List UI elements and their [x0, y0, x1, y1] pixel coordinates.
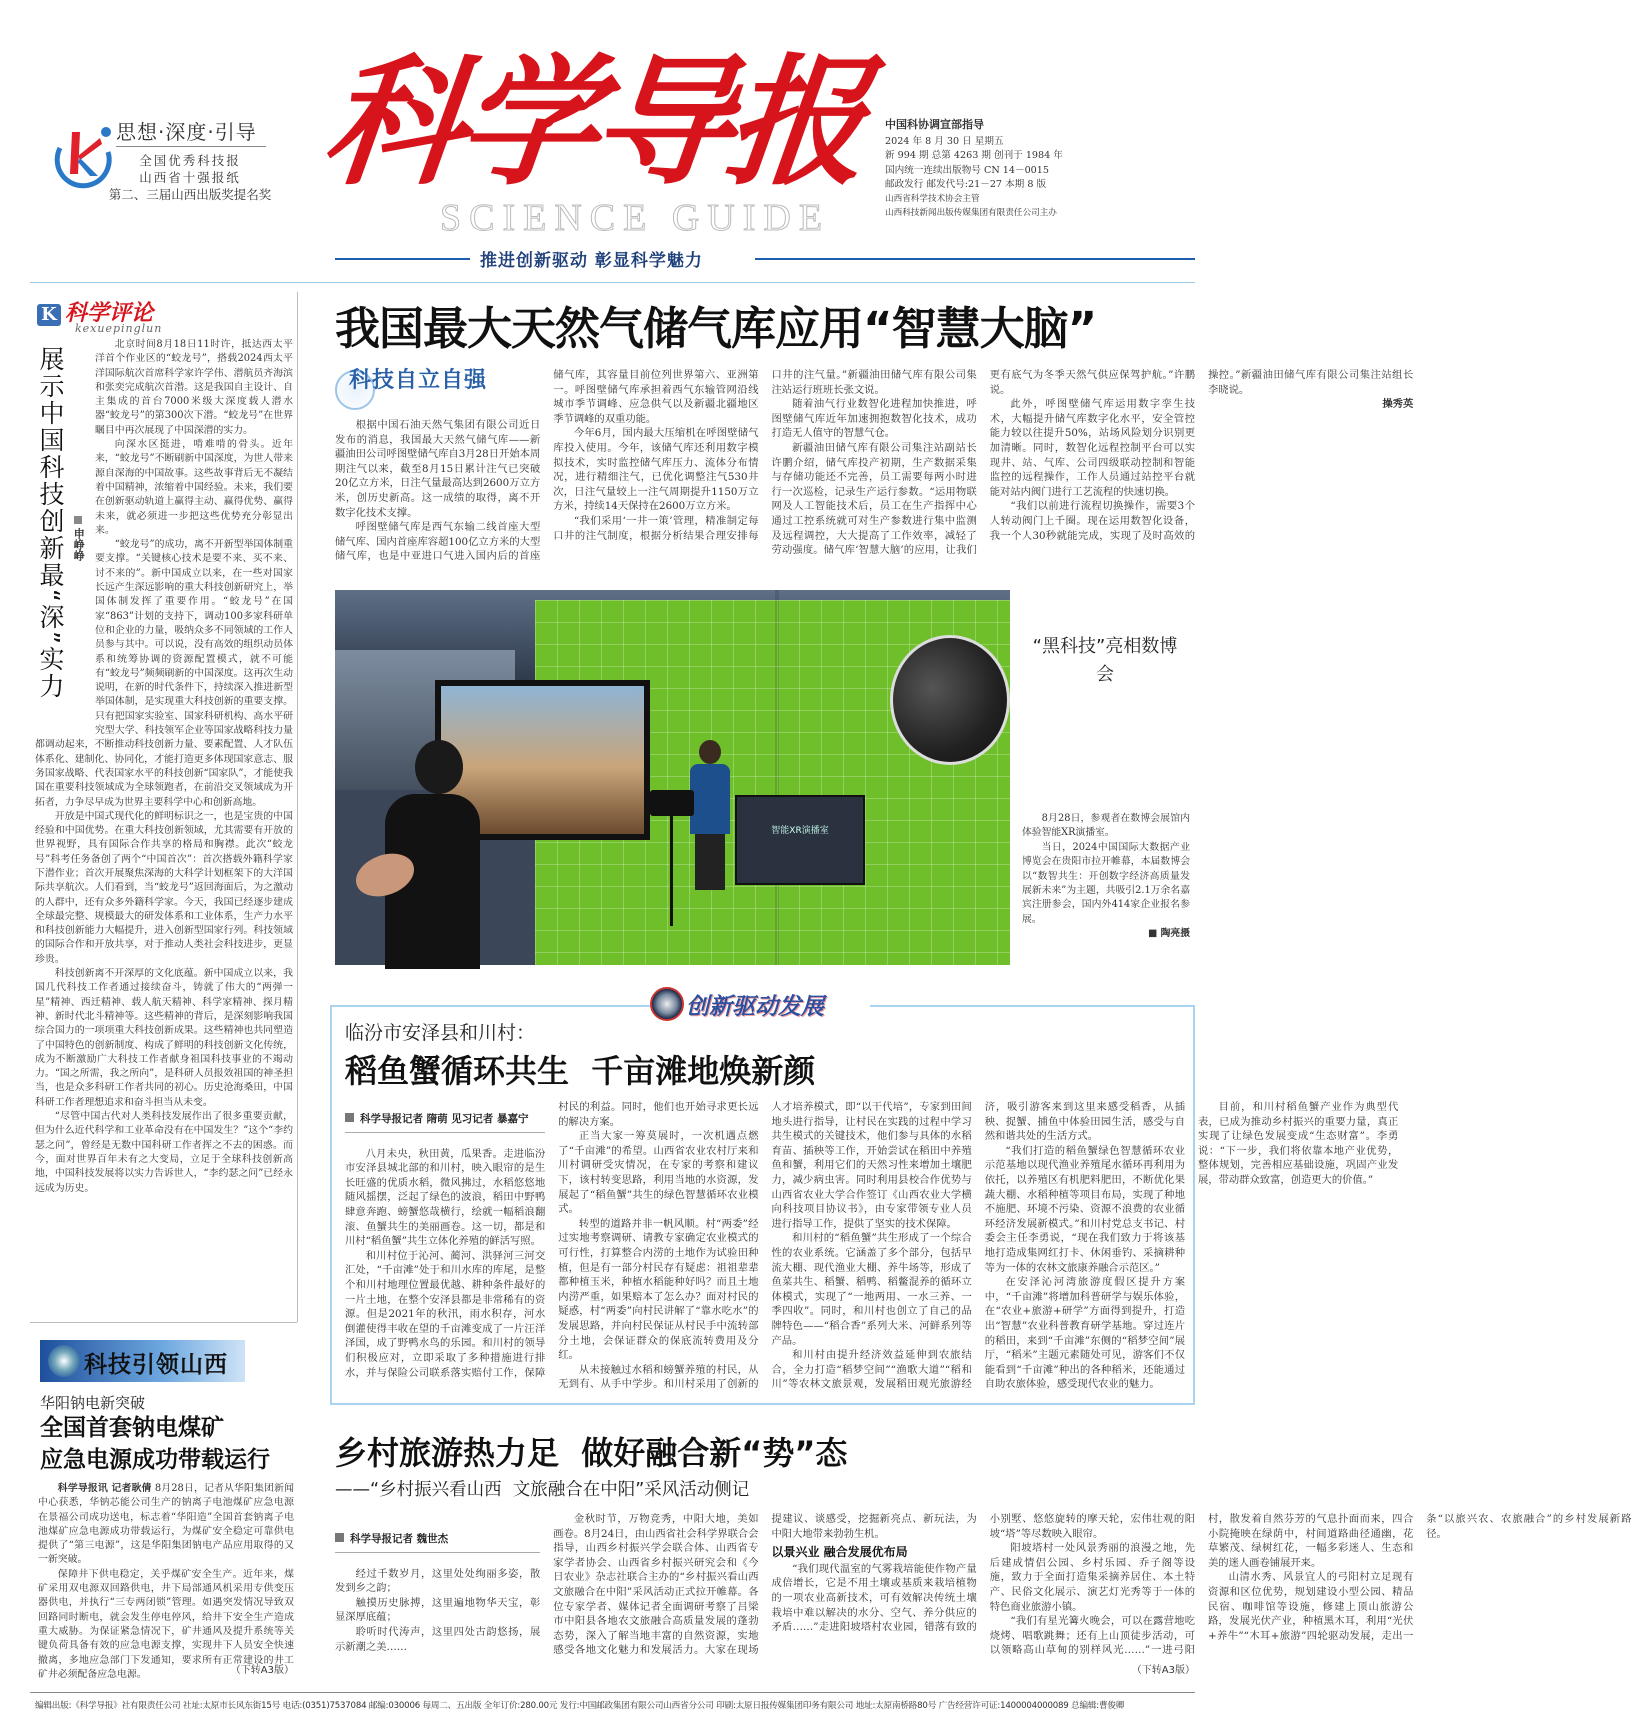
postal-code: 邮政发行 邮发代号:21－27 本期 8 版	[885, 178, 1047, 190]
lead-author: 操秀英	[1382, 398, 1414, 411]
feature-byline: 科学导报记者 隋萌 见习记者 暴嘉宁	[345, 1112, 545, 1133]
paragraph: 北京时间8月18日11时许，抵达西太平洋首个作业区的“蛟龙号”，搭载2024西太平洋国际航次首席科学家许学伟、潜航员齐海滨和张奕完成航次首潜。这是我国自主设计、自主集成的首台7000米级大深度载人潜水器“蛟龙号”的第300次下潜。“蛟龙号”在世界瞩目中再次展现了中国深潜的实力。	[95, 339, 293, 436]
tourism-byline: 科学导报记者 魏世杰	[335, 1532, 540, 1553]
studio-light	[890, 635, 1010, 765]
paragraph: 从未接触过水稻和螃蟹养殖的村民，从无到有、从手中学步。和川村采用了创新的人才培养模式，即“以干代培”，专家到田间地头进行指导，让村民在实践的过程中学习共生模式的关键技术，他们参与具体的水稻育苗、插秧等工作，开始尝试在稻田中养殖鱼和蟹，利用它们的天然习性来增加土壤肥力，减少病虫害。同时利用县校合作优势与山西省农业大学合作签订《山西农业大学横向科技项目协议书》，由专家带领专业人员进行指导工作，提供了坚实的技术保障。	[558, 1101, 972, 1391]
brief-body: 科学导报讯 记者耿倩 8月28日，记者从华阳集团新闻中心获悉，华钠芯能公司生产的钠离子电池煤矿应急电源在景福公司成功送电，标志着“华阳造”全国首套钠离子电池煤矿应急电源成功带载运行，为煤矿安全稳定可靠供电提供了“第三电源”，这是华阳集团钠电产品应用取得的又一新突破。 保障井下供电稳定，关乎煤矿安全生产。近年来，煤矿采用双电源双回路供电，井下局部通风机采用专供变压器供电，并执行“三专两闭锁”管理。如遇突发情况导致双回路同时断电，就会发生停电停风，给井下安全生产造成重大威胁。为保证紧急情况下，矿井通风及提升系统等关键负荷具备有效的应急电源支撑，实现井下人员安全快速撤离，多地应急部门下发通知，要求所有正常建设的井工矿井必须配备应急电源。	[38, 1483, 294, 1680]
photo-credit: ■ 陶亮摄	[1147, 928, 1190, 940]
photo-xr-studio	[335, 590, 1010, 965]
paragraph: 根据中国石油天然气集团有限公司近日发布的消息，我国最大天然气储气库——新疆油田公司呼图壁储气库自3月28日开始本周期注气以来，截至8月15日累计注气已突破20亿立方米，日注气量最高达到2600万立方米，创历史新高。这一成绩的取得，离不开数字化技术支撑。	[335, 419, 541, 519]
masthead-honors	[100, 152, 280, 203]
column-pinyin: kexuepinglun	[75, 322, 163, 335]
stand-screen: 智能XR演播室	[735, 795, 865, 885]
tourism-headline: 乡村旅游热力足 做好融合新“势”态	[335, 1434, 848, 1472]
paragraph: 新疆油田储气库有限公司集注站副站长许鹏介绍，储气库投产初期，生产数据采集与存储功能还不完善，员工需要每两小时进行一次巡检，记录生产运行参数。“运用物联网及人工智能技术后，员工在生产指挥中心通过工控系统就可对生产参数进行集中监测及远程调控，大大提高了工作效率，减轻了劳动强度。储气库‘智慧大脑’的应用，让我们更有底气为冬季天然气供应保驾护航。”许鹏说。	[771, 369, 1195, 557]
section-banner-tech-shanxi: 科技引领山西	[40, 1340, 245, 1382]
paragraph: 开放是中国式现代化的鲜明标识之一，也是宝贵的中国经验和中国优势。在重大科技创新领域，尤其需要有开放的世界视野，具有国际合作共享的格局和胸襟。此次“蛟龙号”科考任务备创了两个“中国首次”：首次搭载外籍科学家下潜作业；首次开展聚焦深海的大科学计划框架下的大洋国际共享航次。人们看到，当“蛟龙号”返回海面后，为之激动的人群中，还有众多外籍科学家。今天，我国已经逐步建成全球最完整、规模最大的研发体系和工业体系，生产力水平和科技创新能力大幅提升，进入创新型国家行列。科技领域的国际合作和开放共享，对于推动人类社会科技进步，更显珍贵。	[35, 810, 293, 965]
issue-number: 新 994 期 总第 4263 期 创刊于 1984 年	[885, 150, 1063, 162]
paragraph: 今年6月，国内最大压缩机在呼图壁储气库投入使用。今年，该储气库还利用数字模拟技术，实时监控储气库压力、流体分布情况，进行精细注气，已优化调整注气530井次，日注气量较上一注气周期提升1150万立方米，持续14天保持在2600万立方米。	[553, 427, 759, 513]
masthead-motto: 思想·深度·引导	[116, 120, 257, 144]
column-header	[35, 292, 293, 338]
sponsor: 山西科技新闻出版传媒集团有限责任公司主办	[885, 208, 1057, 219]
k-logo-icon: K	[37, 304, 61, 326]
masthead-info	[885, 118, 1195, 220]
lead-headline: 我国最大天然气储气库应用“智慧大脑”	[335, 302, 1097, 355]
paragraph: “我们有星光篝火晚会，可以在露营地吃烧烤、唱歌跳舞；还有上山顶徒步活动，可以领略高山草甸的别样风光……”一进弓阳村，散发着自然芬芳的气息扑面而来，四合小院掩映在绿荫中，村间道路曲径通幽，花草繁茂、绿树红花，一幅多彩迷人、生态和美的迷人画卷铺展开来。	[989, 1513, 1414, 1657]
paragraph: “蛟龙号”的成功，离不开新型举国体制重要支撑。“关键核心技术是要不来、买不来、讨不来的”。新中国成立以来，在一些对国家长远产生深远影响的重大科技创新研究上，举国体制发挥了重要作用。“蛟龙号”在国家“863”计划的支持下，调动100多家科研单位和企业的力量，吸纳众多不同领域的工作人员参与其中。可以说，没有高效的组织动员体系和统筹协调的资源配置模式，就不可能有“蛟龙号”频频刷新的中国深度。这再次生动说明，在新的时代条件下，持续深入推进新型举国体制，是实现重大科技创新的重要支撑。只有把国家实验室、国家科研机构、高水平研究型大学、科技领军企业等国家战略科技力量都调动起来，不断推动科技创新力量、要素配置、人才队伍体系化、建制化、协同化，才能打造更多体现国家意志、服务国家战略、代表国家水平的科技创新“国家队”，才能使我国在重要科技领域成为全球领跑者，在前沿交叉领域成为开拓者，力争尽早成为世界主要科学中心和创新高地。	[35, 539, 293, 808]
footer-imprint: 编辑出版:《科学导报》社有限责任公司 社址:太原市长风东街15号 电话:(0351)7537084 邮编:030006 每周二、五出版 全年订价:280.00元 发行:中国邮政集团有限公司山西省分公司 印刷:太原日报传媒集团印务有限公司 地址:太原南桥路80号 广告经营许可证:1400004000089 总编辑:曹俊卿	[35, 1701, 1125, 1711]
paragraph: 触摸历史脉搏，这里遍地物华天宝，彰显深厚底蕴；	[335, 1596, 541, 1624]
slogan: 推进创新驱动 彰显科学魅力	[480, 251, 703, 271]
caption-para: 8月28日，参观者在数博会展馆内体验智能XR演播室。	[1022, 813, 1190, 839]
paragraph: 和川村由提升经济效益延伸到农旅结合，全力打造“稻梦空间”“渔歌大道”“稻和川”等农林文旅景观，发展稻田观光旅游经济，吸引游客来到这里来感受稻香，从插秧、捉蟹、捕鱼中体验田园生活，感受与自然和谐共处的生活方式。	[771, 1101, 1185, 1391]
feature-kicker: 临汾市安泽县和川村：	[345, 1022, 536, 1044]
video-camera	[650, 790, 694, 816]
paragraph: 经过千数岁月，这里处处绚丽多姿，散发到乡之韵；	[335, 1567, 541, 1595]
commentary-author: 申峥峥	[71, 516, 85, 561]
paragraph: 科技创新离不开深厚的文化底蕴。新中国成立以来，我国几代科技工作者通过接续奋斗，铸就了伟大的“两弹一星”精神、西迁精神、载人航天精神、科学家精神、探月精神、新时代北斗精神等。这些精神的背后，是深刻影响我国综合国力的一项项重大科技创新成果。这些精神也共同塑造了中国特色的创新制度、构成了鲜明的科技创新文化传统，成为不断激励广大科技工作者献身祖国科技事业的不竭动力。“国之所需，我之所向”，是科研人员报效祖国的神圣担当，也是众多科研工作者共同的初心。历史沧海桑田，中国科研工作者理想追求和奋斗担当从未变。	[35, 968, 293, 1108]
paragraph: 在安泽沁河湾旅游度假区提升方案中，“千亩滩”将增加科普研学与娱乐体验，在“农业+旅游+研学”方面得到提升，打造出“智慧”农业科普教育研学基地。穿过连片的稻田，来到“千亩滩”东侧的“稻梦空间”展厅，“稻米”主题元素随处可见，游客们不仅能看到“千亩滩”种出的各种稻米，还能通过自助农旅体验，感受现代农业的魅力。	[984, 1276, 1185, 1391]
section-banner-innovation: 创新驱动发展	[650, 985, 870, 1023]
subheading: 以景兴业 融合发展优布局	[771, 1545, 908, 1560]
paragraph: 目前，和川村稻鱼蟹产业作为典型代表，已成为推动乡村振兴的重要力量，真正实现了让绿色发展变成“生态财富”。李勇说：“下一步，我们将依靠本地产业优势，整体规划，完善相应基础设施，巩固产业发展，带动群众致富，创造更大的价值。”	[1198, 1101, 1399, 1186]
globe-icon	[48, 1345, 80, 1377]
presenter	[690, 740, 730, 890]
honor: 全国优秀科技报	[139, 153, 241, 168]
brief-kicker: 华阳钠电新突破	[40, 1394, 146, 1412]
feature-headline: 稻鱼蟹循环共生 千亩滩地焕新颜	[345, 1052, 816, 1090]
cn-number: 国内统一连续出版物号 CN 14－0015	[885, 164, 1049, 176]
honor: 第二、三届山西出版奖提名奖	[108, 187, 272, 202]
commentary-title: 展示中国科技创新最“深”实力	[36, 346, 65, 700]
honor: 山西省十强报纸	[139, 170, 241, 185]
paragraph: 八月未央，秋田黄，瓜果香。走进临汾市安泽县城北部的和川村，映入眼帘的是生长旺盛的优质水稻，微风拂过，水稻悠悠地随风摇摆，泛起了绿色的波浪，稻田中野鸭肆意奔跑、螃蟹悠哉横行，绘就一幅稻浪翻滚、鱼蟹共生的美丽画卷。这一切，都是和川村“稻鱼蟹”共生立体化养殖的鲜活写照。	[345, 1147, 546, 1248]
paragraph: 阳坡塔村一处风景秀丽的浪漫之地，先后建成情侣公园、乡村乐园、乔子阁等设施，致力于全面打造集采摘养居住、本土特产、民俗文化展示、演艺灯光秀等于一体的特色商业旅游小镇。	[989, 1542, 1195, 1613]
supervisor: 山西省科学技术协会主管	[885, 194, 980, 205]
tourism-body	[335, 1512, 1632, 1658]
commentary	[35, 292, 293, 1322]
feature-body	[345, 1100, 1399, 1398]
section-badge-tech-self-reliance: 科技自立自强	[335, 368, 540, 418]
tourism-jump: （下转A3版）	[1131, 1665, 1195, 1676]
paragraph: 金秋时节，万物竞秀，中阳大地，美如画卷。8月24日，由山西省社会科学界联合会指导，山西乡村振兴学会联合体、山西省专家学者协会、山西省乡村振兴研究会和《今日农业》杂志社联合主办的“乡村振兴看山西 文旅融合在中阳”采风活动正式拉开帷幕。各位专家学者、媒体记者全面调研考察了吕梁市中阳县各地农文旅融合高质量发展的蓬勃态势，深入了解当地丰富的自然资源，实地感受各地文化魅力和发展活力。大家在现场提建议、谈感受，挖掘新亮点、新玩法，为中阳大地带来勃勃生机。	[553, 1513, 977, 1657]
paragraph: 呼图壁储气库是西气东输二线首座大型储气库、国内首座库容超100亿立方米的大型储气库，也是中亚进口气进入国内后的首座储气库，其容量目前位列世界第六、亚洲第一。呼图壁储气库承担着西气东输管网沿线城市季节调峰、应急供气以及新疆北疆地区季节调峰的双重功能。	[335, 369, 759, 563]
paragraph: 和川村位于沁河、蔺河、洪驿河三河交汇处，“千亩滩”处于和川水库的库尾，是整个和川村地理位置最优越、耕种条件最好的一片土地，在整个安泽县都是非常稀有的资源。但是2021年的秋汛，雨水积存，河水倒灌使得丰收在望的千亩滩变成了一片汪洋泽国，成了野鸭水鸟的乐园。和川村的领导们积极应对，立即采取了多种措施进行排水，并与保险公司联系落实赔付工作，保障村民的利益。同时，他们也开始寻求更长远的解决方案。	[345, 1101, 759, 1379]
commentary-title-block	[35, 346, 95, 726]
visitor-silhouette	[385, 740, 480, 965]
paragraph: 山清水秀、风景宜人的弓阳村立足现有资源和区位优势，规划建设小型公园、精品民宿、咖啡馆等设施，修建上顶山旅游公路，发展光伏产业，种植黑木耳，利用“光伏+养牛”“木耳+旅游”四轮驱动发展，走出一条“以旅兴农、农旅融合”的乡村发展新路径。	[1208, 1513, 1632, 1642]
paragraph: 转型的道路并非一帆风顺。村“两委”经过实地考察调研、请教专家确定农业模式的可行性，打算整合内涝的土地作为试验田种植，但是有一部分村民存有疑虑：祖祖辈辈都种植玉米，种植水稻能种好吗？而且土地内涝严重，如果赔本了怎么办？面对村民的疑惑，村“两委”向村民讲解了“靠水吃水”的发展思路，并向村民保证从村民手中流转部分土地，会保证群众的保底流转费用及分红。	[558, 1217, 759, 1362]
paragraph: “我们现代温室的气雾栽培能使作物产量成倍增长，它是不用土壤或基质来栽培植物的一项农业高新技术，可有效解决传统土壤栽培中难以解决的水分、空气、养分供应的矛盾……”走进阳坡塔村农业园，错落有致的小别墅、悠悠旋转的摩天轮，宏伟壮观的阳坡“塔”等尽数映入眼帘。	[771, 1513, 1195, 1634]
masthead-title: 科学导报	[316, 41, 870, 205]
paragraph: 此外，呼图壁储气库运用数字孪生技术，大幅提升储气库数字化水平，安全管控能力较以往提升50%，站场风险划分识别更加清晰。同时，数智化远程控制平台可以实现井、站、气库、公司四级联动控制和智能监控的远程操作，工作人员通过站控平台就能对站内阀门进行工艺流程的快速切换。	[989, 398, 1195, 498]
caption-para: 当日，2024中国国际大数据产业博览会在贵阳市拉开帷幕，本届数博会以“数智共生：开创数字经济高质量发展新未来”为主题，共吸引2.1万余名嘉宾注册参会，国内外414家企业报名参展。	[1022, 841, 1190, 925]
brief-lead-in: 科学导报讯 记者耿倩	[57, 1483, 152, 1494]
paragraph: 和川村的“稻鱼蟹”共生形成了一个综合性的农业系统。它涵盖了多个部分，包括早流大棚、现代渔业大棚、养牛场等，形成了鱼菜共生、稻蟹、稻鸭、稻鳖混养的循环立体模式，实现了“一地两用、一水三养、一季四收”。同时，和川村也创立了自己的品牌特色——“稻合香”系列大米、河鲜系列等产品。	[771, 1232, 972, 1347]
brief-jump: （下转A3版）	[230, 1665, 294, 1676]
photo-title: “黑科技”亮相数博会	[1032, 636, 1178, 685]
paragraph: “我们以前进行流程切换操作，需要3个人转动阀门上千圈。现在运用数智化设备，我一个人30秒就能完成，实现了及时高效的操控。”新疆油田储气库有限公司集注站组长李晓说。	[989, 369, 1414, 542]
paragraph: 向深水区挺进，啃难啃的骨头。近年来，“蛟龙号”不断刷新中国深度，为世人带来源自深海的中国故事。这些故事背后无不凝结着中国精神，浓缩着中国经验。未来，我们要在创新驱动轨道上赢得主动、赢得优势、赢得未来，就必须进一步把这些优势充分彰显出来。	[95, 439, 293, 536]
brief-headline: 全国首套钠电煤矿 应急电源成功带载运行	[40, 1415, 270, 1473]
lens-icon	[650, 987, 684, 1021]
masthead-title-en: SCIENCE GUIDE	[440, 197, 831, 239]
paragraph: 正当大家一筹莫展时，一次机遇点燃了“千亩滩”的希望。山西省农业农村厅来和川村调研受灾情况，在专家的考察和建议下，该村转变思路，利用当地的水资源，发展起了“稻鱼蟹”共生的绿色智慧循环农业模式。	[558, 1130, 759, 1216]
paragraph: 聆听时代涛声，这里四处古韵悠扬，展示新潮之美……	[335, 1625, 541, 1653]
paragraph: 随着油气行业数智化进程加快推进，呼图壁储气库近年加速拥抱数智化技术，成功打造无人值守的智慧气仓。	[771, 398, 977, 440]
issue-date: 2024 年 8 月 30 日 星期五	[885, 136, 1004, 148]
guide-org: 中国科协调宣部指导	[885, 118, 984, 131]
paragraph: “我们采用‘一井一策’管理，精准制定每口井的注气制度，根据分析结果合理安排每口井的注气量。”新疆油田储气库有限公司集注站运行班班长张文说。	[553, 369, 977, 542]
tourism-subtitle: ——“乡村振兴看山西 文旅融合在中阳”采风活动侧记	[335, 1480, 750, 1500]
photo-caption	[1022, 812, 1190, 962]
column-name: 科学评论	[65, 300, 154, 326]
paragraph: “我们打造的稻鱼蟹绿色智慧循环农业示范基地以现代渔业养殖尾水循环再利用为依托，以养殖区有机肥料肥田，不断优化果蔬大棚、水稻种植等项目布局，实现了种地不施肥、环境不污染、资源不浪费的农业循环经济发展新模式。”和川村党总支书记、村委会主任李勇说，“现在我们致力于将该基地打造成集网红打卡、休闲垂钓、采摘耕种等为一体的农林文旅康养融合示范区。”	[984, 1144, 1185, 1274]
paragraph: “尽管中国古代对人类科技发展作出了很多重要贡献，但为什么近代科学和工业革命没有在中国发生？”这个“李约瑟之问”，曾经是无数中国科研工作者挥之不去的困惑。而今，面对世界百年未有之大变局，立足于全球科技创新高地，中国科技发展将以实力告诉世人，“李约瑟之问”已经永远成为历史。	[35, 1111, 293, 1194]
lead-body	[335, 368, 1414, 564]
